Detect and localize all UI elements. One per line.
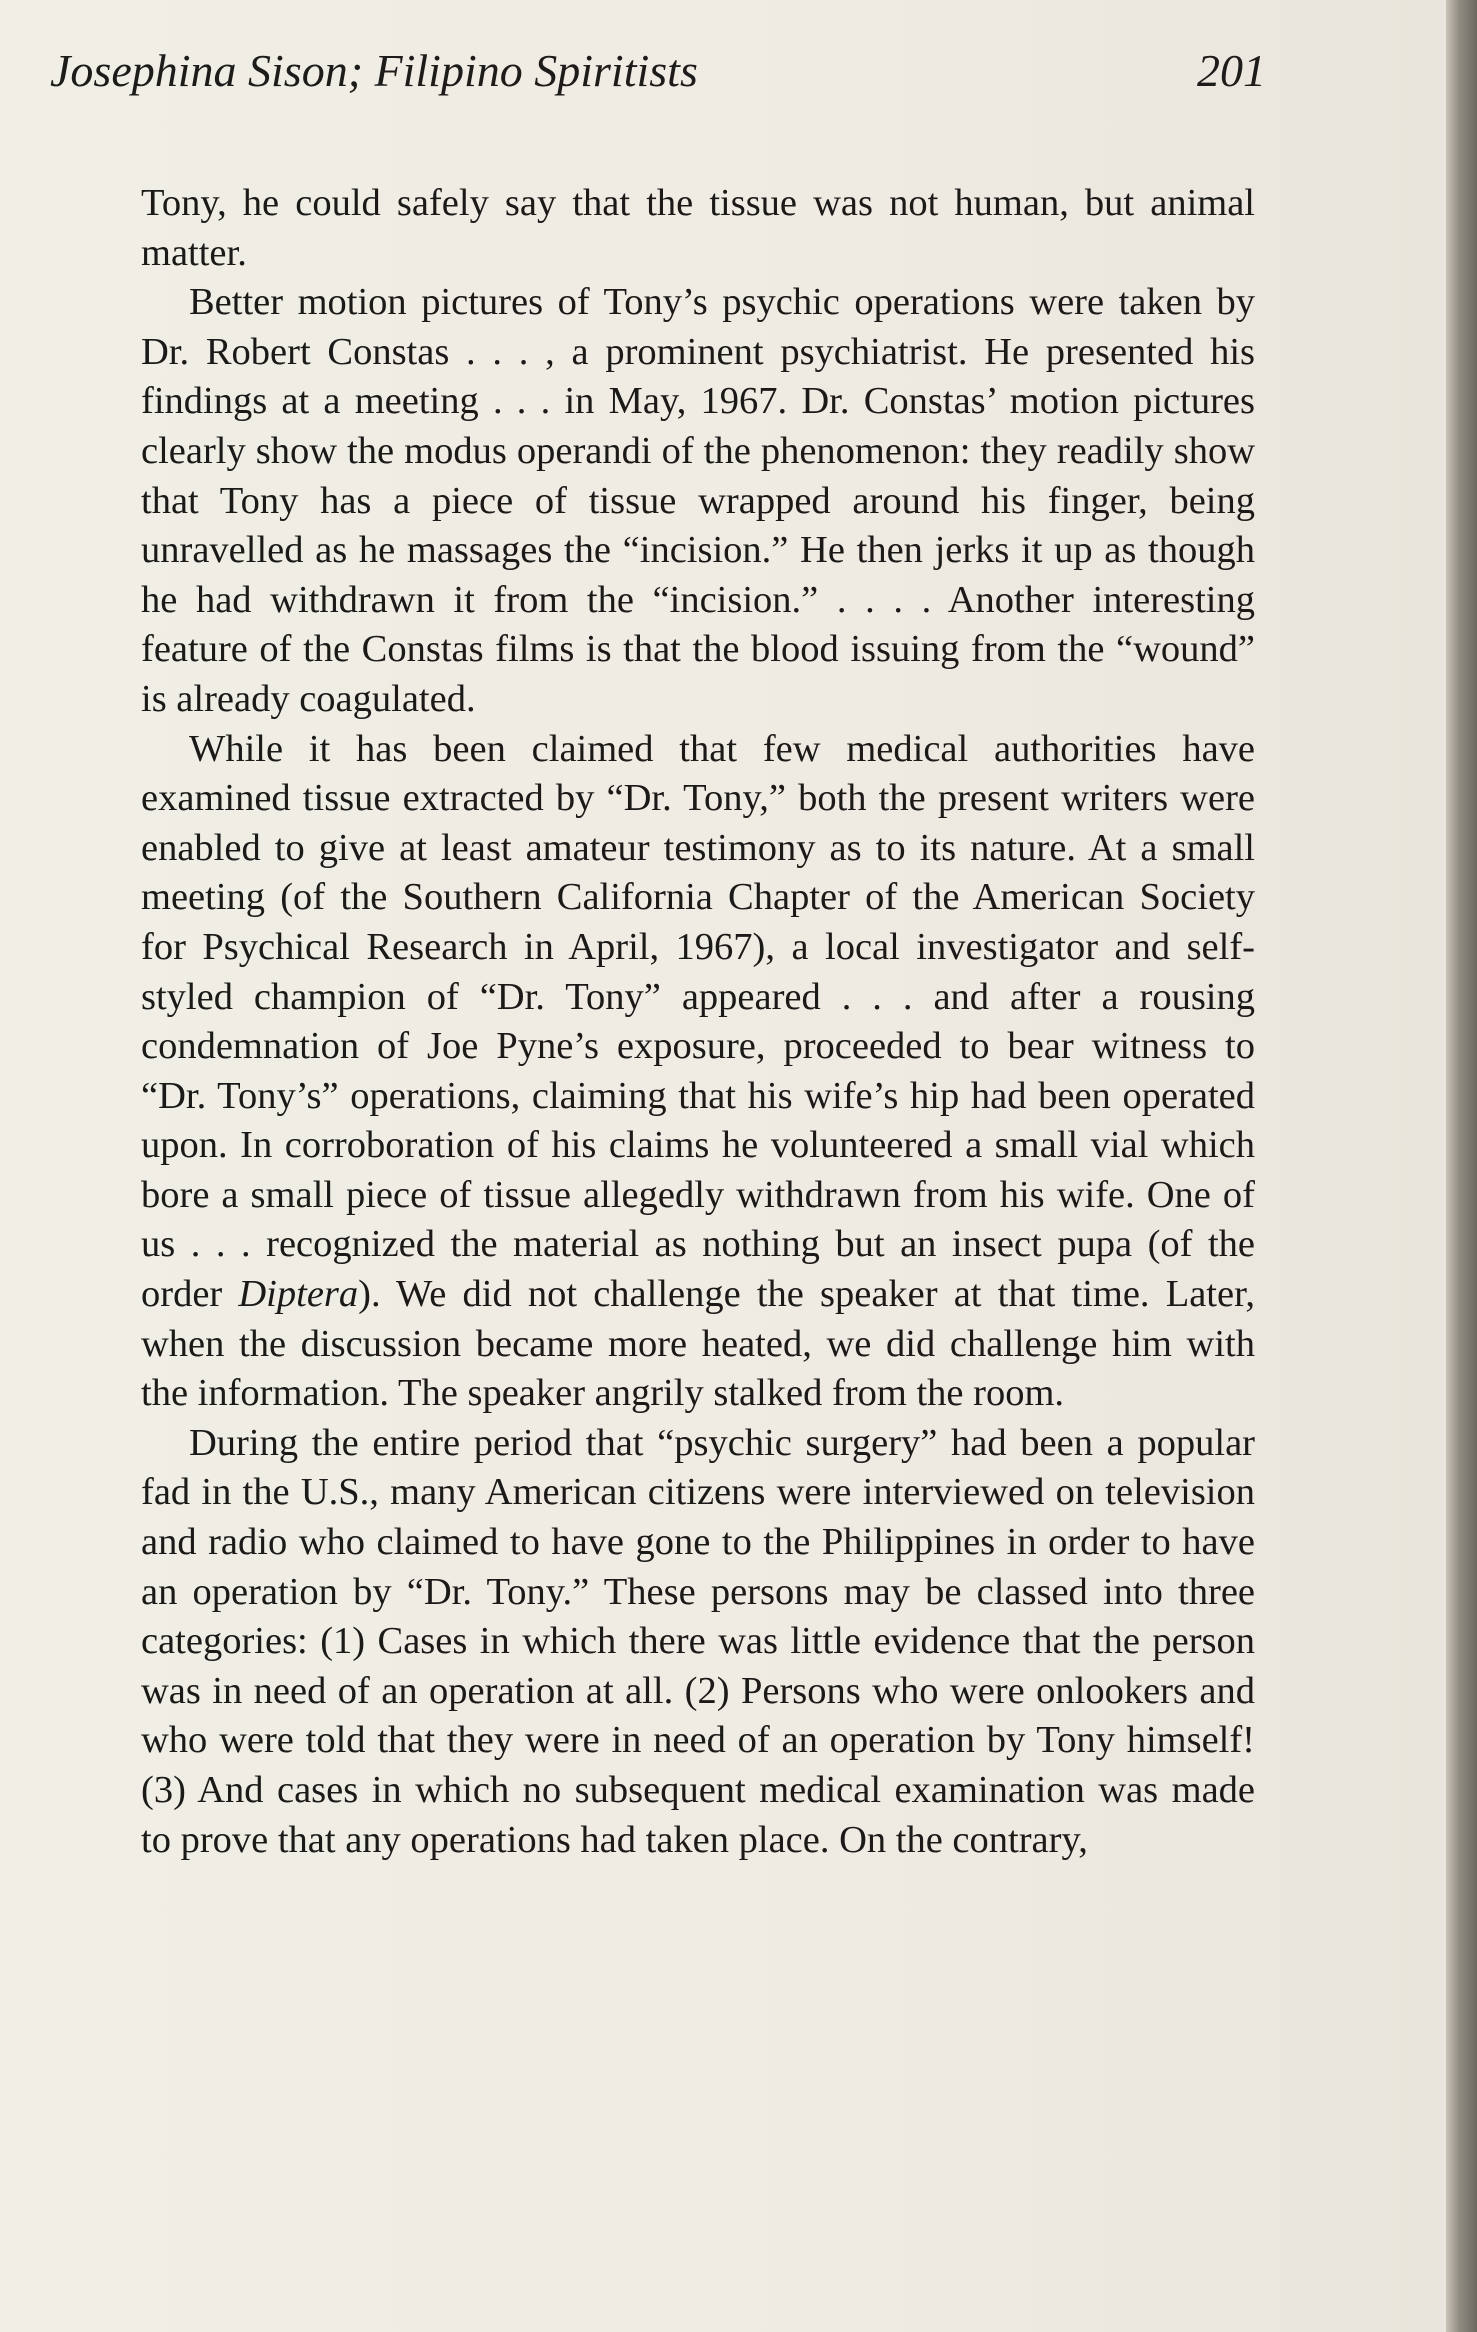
paragraph [141, 278, 1255, 724]
paragraph-text: Better motion pictures of Tony’s psychic operations were taken by Dr. Robert Constas . . . , a prominent psychiatrist. He presented his findings at a meeting . . . in May, 1967. Dr. Constas’ motion pictures clearly show the modus operandi of the phenomenon: they readily show that Tony has a piece of tissue wrapped around his finger, being unravelled as he massages the “incision.” He then jerks it up as though he had withdrawn it from the “incision.” . . . . Another interesting feature of the Constas films is that the blood issuing from the “wound” is already coagulated. [141, 281, 1255, 720]
running-head [50, 44, 1266, 114]
running-head-title: Josephina Sison; Filipino Spiritists [50, 45, 698, 96]
paragraph-text: During the entire period that “psychic surgery” had been a popular fad in the U.S., many American citizens were interviewed on television and radio who claimed to have gone to the Philippines in order to have an operation by “Dr. Tony.” These persons may be classed into three categories: (1) Cases in which there was little evidence that the person was in need of an operation at all. (2) Persons who were onlookers and who were told that they were in need of an operation by Tony himself! (3) And cases in which no subsequent medical examination was made to prove that any operations had taken place. On the contrary, [141, 1421, 1255, 1861]
body-text [141, 179, 1255, 1865]
paragraph-text: Tony, he could safely say that the tissue was not human, but animal matter. [141, 182, 1255, 274]
paragraph-text: ). We did not challenge the speaker at that time. Later, when the discussion became more heated, we did challenge him with the information. The speaker angrily stalked from the room. [141, 1273, 1255, 1415]
paragraph [141, 179, 1255, 278]
paragraph [141, 725, 1255, 1419]
page-number: 201 [1197, 45, 1266, 96]
paragraph [141, 1419, 1255, 1865]
paragraph-text: While it has been claimed that few medical authorities have examined tissue extracted by “Dr. Tony,” both the present writers were enabled to give at least amateur testimony as to its nature. At a small meeting (of the Southern California Chapter of the American Society for Psychical Research in April, 1967), a local investigator and self-styled champion of “Dr. Tony” appeared . . . and after a rousing condemnation of Joe Pyne’s exposure, proceeded to bear witness to “Dr. Tony’s” operations, claiming that his wife’s hip had been operated upon. In corroboration of his claims he volunteered a small vial which bore a small piece of tissue allegedly withdrawn from his wife. One of us . . . recognized the material as nothing but an insect pupa (of the order [141, 727, 1255, 1316]
book-spine-edge [1446, 0, 1477, 2332]
italic-term: Diptera [238, 1273, 359, 1316]
